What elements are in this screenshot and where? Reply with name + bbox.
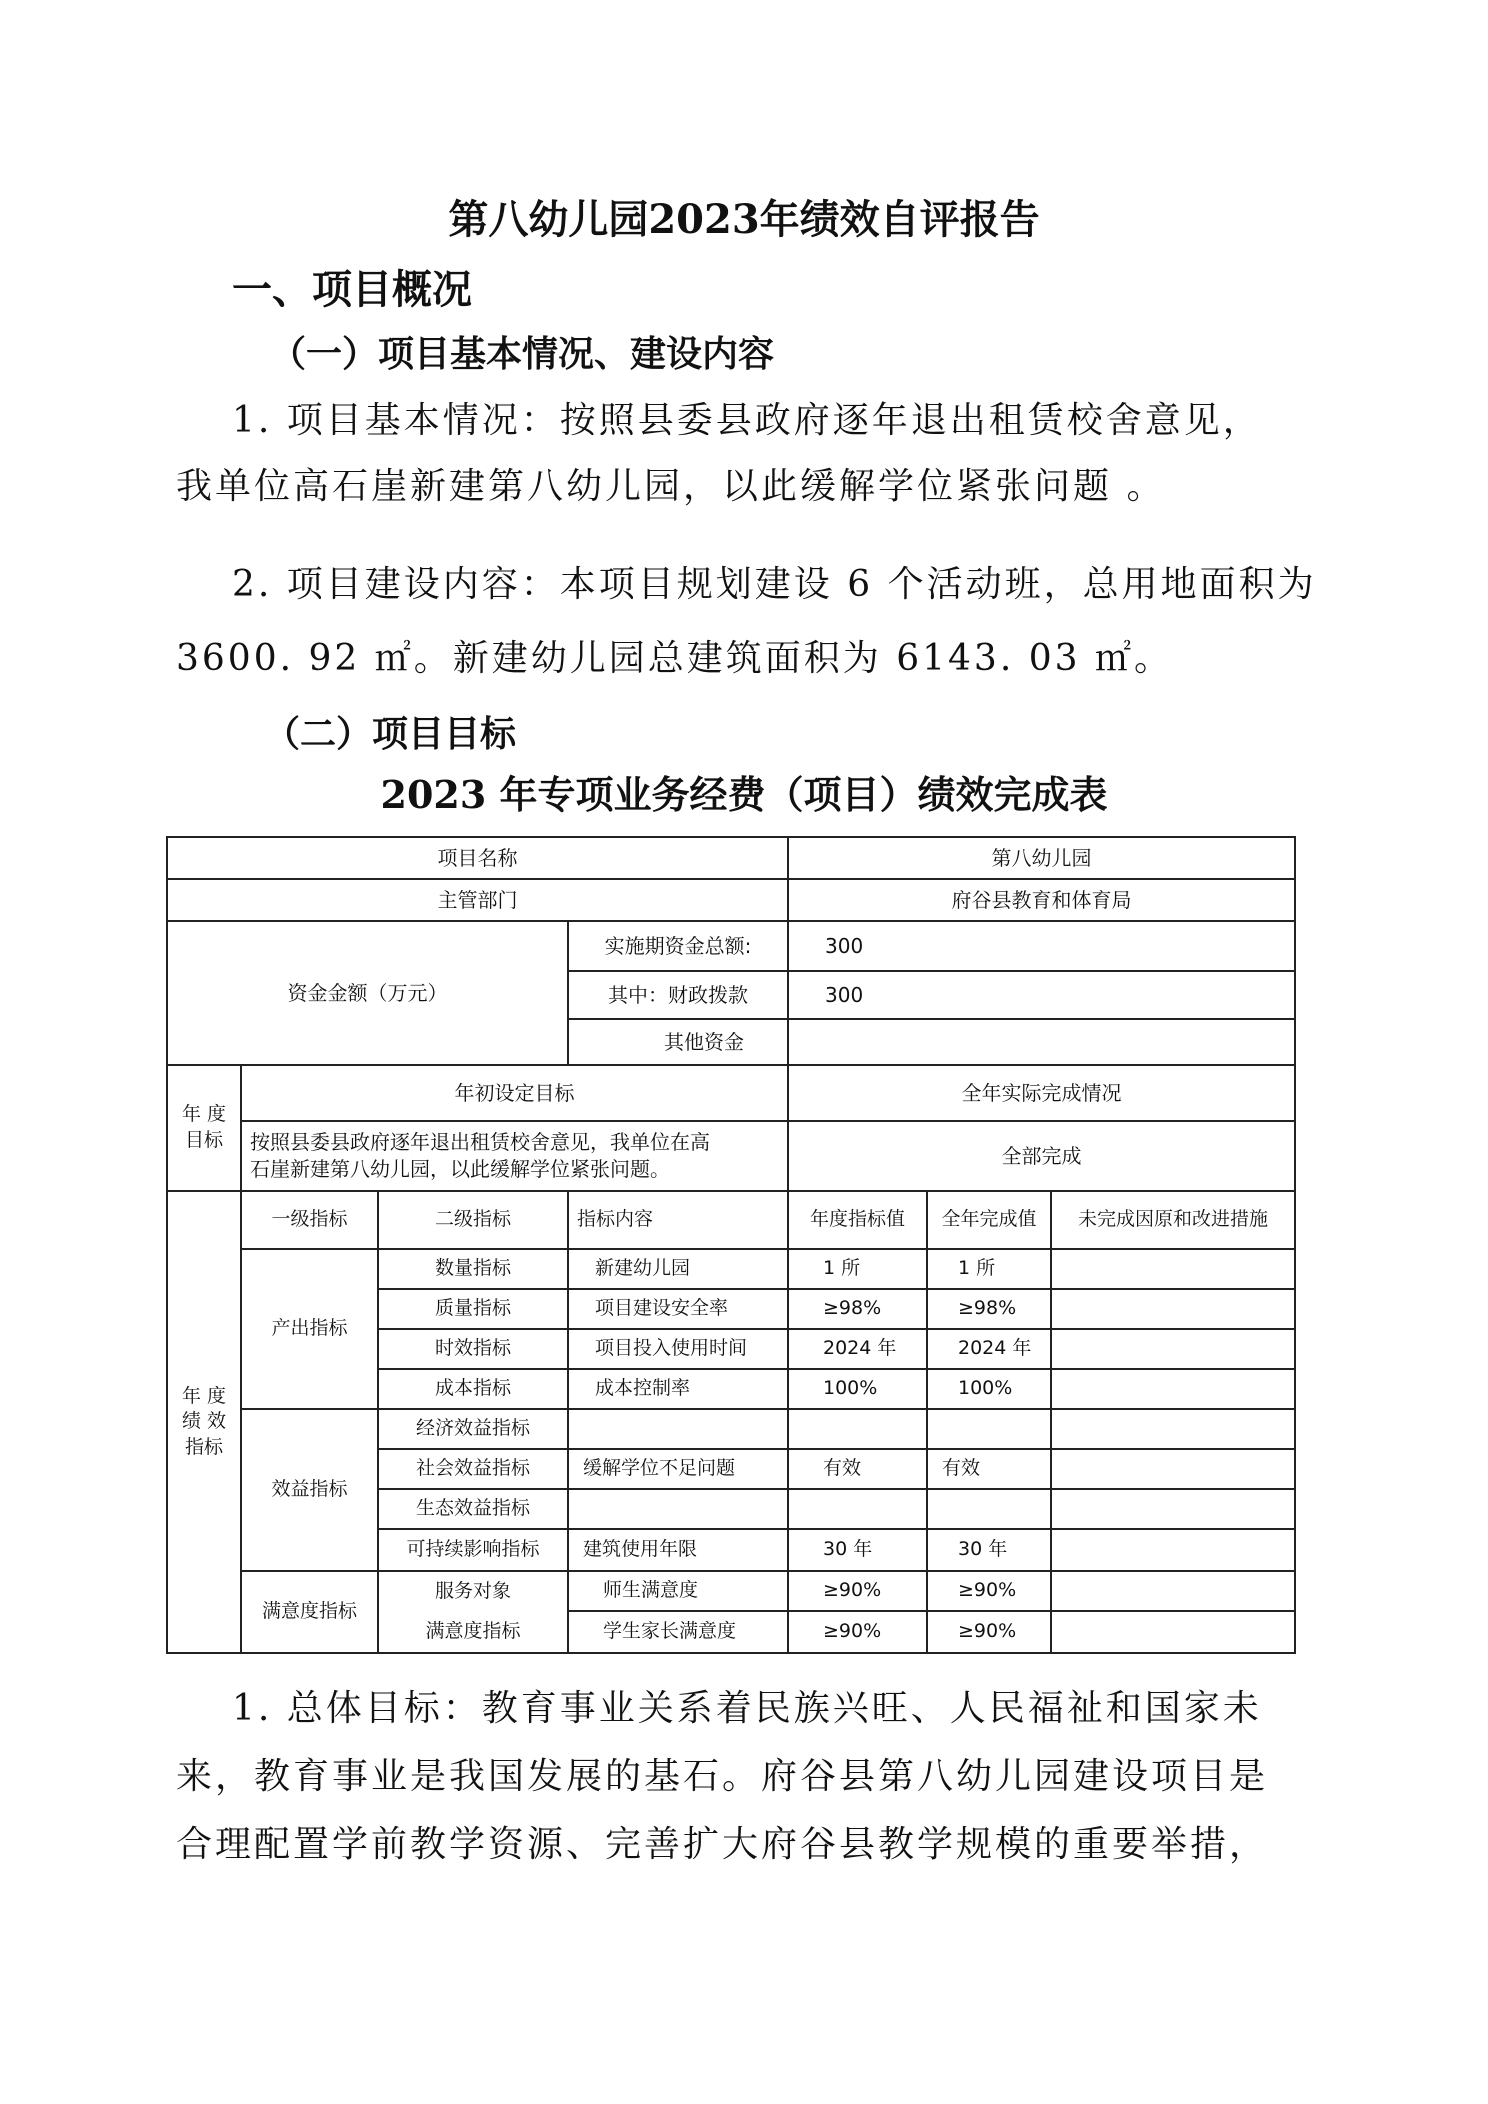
table-row-level2: 生态效益指标 [378,1489,568,1529]
paragraph-3-line-1: 1. 总体目标：教育事业关系着民族兴旺、人民福祉和国家未 [232,1688,1262,1729]
level1-benefit: 效益指标 [241,1409,378,1571]
target-text-line-1: 按照县委县政府逐年退出租赁校舍意见，我单位在高 [250,1130,710,1154]
table-row-note [1051,1249,1295,1289]
project-name-label: 项目名称 [167,837,788,879]
subsection-heading-2: （二）项目目标 [264,714,517,755]
table-row-note [1051,1611,1295,1653]
level1-satisfaction: 满意度指标 [241,1571,378,1653]
table-row-note [1051,1571,1295,1611]
table-row-target: ≥90% [788,1571,927,1611]
paragraph-1-line-2: 我单位高石崖新建第八幼儿园，以此缓解学位紧张问题 。 [176,466,1166,507]
actual-header: 全年实际完成情况 [788,1065,1295,1121]
perf-label-line-3: 指标 [184,1435,223,1458]
table-title: 2023 年专项业务经费（项目）绩效完成表 [380,772,1108,817]
perf-label-line-1: 年 度 [181,1384,227,1407]
target-text-line-2: 石崖新建第八幼儿园，以此缓解学位紧张问题。 [250,1157,670,1181]
table-row-note [1051,1409,1295,1449]
table-row-level2: 时效指标 [378,1329,568,1369]
table-row-content: 师生满意度 [568,1571,788,1611]
header-level1: 一级指标 [241,1191,378,1249]
table-row-level2: 社会效益指标 [378,1449,568,1489]
table-row-level2: 质量指标 [378,1289,568,1329]
table-row-note [1051,1369,1295,1409]
perf-label [167,1191,241,1653]
table-row-target: 30 年 [788,1529,927,1571]
target-header: 年初设定目标 [241,1065,788,1121]
table-row-content: 成本控制率 [568,1369,788,1409]
table-row-note [1051,1529,1295,1571]
table-row-target: ≥98% [788,1289,927,1329]
section-heading-1: 一、项目概况 [232,267,472,313]
header-note: 未完成因原和改进措施 [1051,1191,1295,1249]
fund-fiscal-label: 其中：财政拨款 [568,971,788,1019]
fund-total-label: 实施期资金总额: [568,921,788,971]
annual-goal-label-line-1: 年 度 [181,1103,227,1126]
table-row-note [1051,1289,1295,1329]
table-row-note [1051,1489,1295,1529]
project-name-value: 第八幼儿园 [788,837,1295,879]
table-row-target [788,1489,927,1529]
table-row-content [568,1409,788,1449]
table-row-note [1051,1449,1295,1489]
table-row-actual: ≥90% [927,1611,1051,1653]
target-text [241,1121,788,1191]
table-row-level2: 可持续影响指标 [378,1529,568,1571]
perf-label-line-2: 绩 效 [181,1410,227,1433]
fund-other-value [788,1019,1295,1065]
header-actual: 全年完成值 [927,1191,1051,1249]
table-row-content: 建筑使用年限 [568,1529,788,1571]
level1-output: 产出指标 [241,1249,378,1409]
fund-label: 资金金额（万元） [167,921,568,1065]
table-row-actual [927,1489,1051,1529]
fund-other-label: 其他资金 [568,1019,788,1065]
table-row-content: 项目投入使用时间 [568,1329,788,1369]
table-row-content: 项目建设安全率 [568,1289,788,1329]
actual-text: 全部完成 [788,1121,1295,1191]
dept-label: 主管部门 [167,879,788,921]
table-row-actual: 1 所 [927,1249,1051,1289]
table-row-content [568,1489,788,1529]
table-row-actual: 2024 年 [927,1329,1051,1369]
table-row-actual [927,1409,1051,1449]
table-row-level2: 成本指标 [378,1369,568,1409]
table-row-level2: 经济效益指标 [378,1409,568,1449]
table-row-target: 1 所 [788,1249,927,1289]
table-row-actual: ≥98% [927,1289,1051,1329]
subsection-heading-1: （一）项目基本情况、建设内容 [270,334,775,375]
table-row-actual: 30 年 [927,1529,1051,1571]
table-row-target [788,1409,927,1449]
table-row-content: 缓解学位不足问题 [568,1449,788,1489]
table-row-level2: 数量指标 [378,1249,568,1289]
table-row-level2: 服务对象 [378,1571,568,1611]
table-row-target: 100% [788,1369,927,1409]
dept-value: 府谷县教育和体育局 [788,879,1295,921]
table-row-actual: 100% [927,1369,1051,1409]
annual-goal-label-line-2: 目标 [184,1129,223,1151]
table-row-content: 新建幼儿园 [568,1249,788,1289]
paragraph-2-line-2: 3600. 92 ㎡。新建幼儿园总建筑面积为 6143. 03 ㎡。 [176,638,1173,679]
table-row-target: ≥90% [788,1611,927,1653]
header-level2: 二级指标 [378,1191,568,1249]
table-row-actual: 有效 [927,1449,1051,1489]
table-row-content: 学生家长满意度 [568,1611,788,1653]
paragraph-3-line-2: 来，教育事业是我国发展的基石。府谷县第八幼儿园建设项目是 [176,1756,1269,1797]
paragraph-2-line-1: 2. 项目建设内容：本项目规划建设 6 个活动班，总用地面积为 [232,564,1317,605]
annual-goal-label [167,1065,241,1191]
header-target: 年度指标值 [788,1191,927,1249]
table-row-target: 2024 年 [788,1329,927,1369]
table-row-target: 有效 [788,1449,927,1489]
table-row-level2: 满意度指标 [378,1611,568,1653]
header-content: 指标内容 [568,1191,788,1249]
fund-fiscal-value: 300 [788,971,1295,1019]
table-row-note [1051,1329,1295,1369]
performance-table [166,836,1296,1654]
paragraph-3-line-3: 合理配置学前教学资源、完善扩大府谷县教学规模的重要举措， [176,1824,1269,1865]
page-title: 第八幼儿园2023年绩效自评报告 [448,196,1040,243]
table-row-actual: ≥90% [927,1571,1051,1611]
paragraph-1-line-1: 1. 项目基本情况：按照县委县政府逐年退出租赁校舍意见， [232,400,1262,441]
fund-total-value: 300 [788,921,1295,971]
